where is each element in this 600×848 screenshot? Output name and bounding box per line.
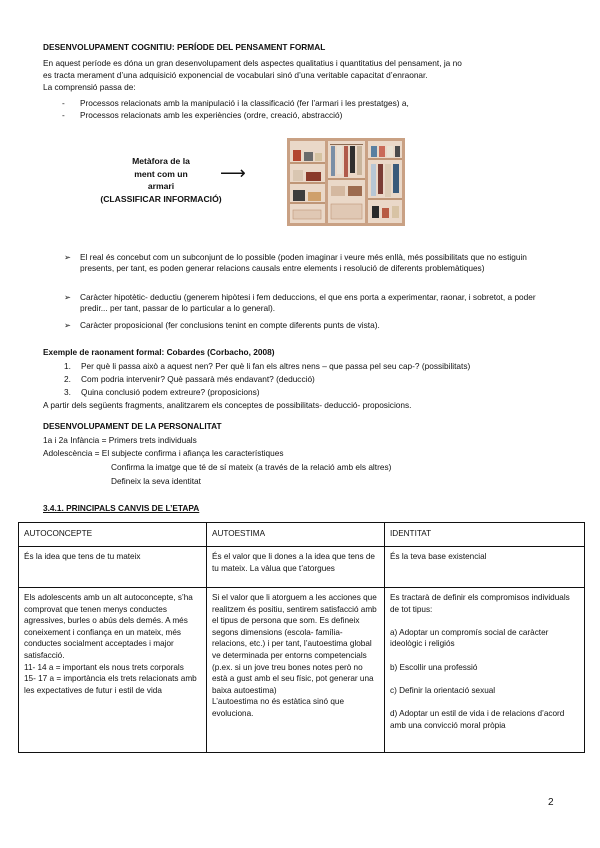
wardrobe-hanging-garment [393,164,399,193]
wardrobe-folded-clothes [293,170,303,181]
cell-text: Si el valor que li atorguem a les acciones que realitzem és positiu, sentirem satisfacció amb el tipus de persona que som. Es defineix segons dimensions (escola- família- relacions, etc.) i per tant, l’autoestima global ve determinada per entorns competencials (p.ex. si un jove treu bones notes però no està a gust amb el seu físic, pot generar una baixa autoestima) L’autoestima no és estàtica sinó que evoluciona. [212,593,377,718]
figure-caption-line: (CLASSIFICAR INFORMACIÓ) [100,193,222,204]
wardrobe-hanging-garment [344,146,348,177]
dash-glyph: - [62,110,65,120]
wardrobe-shoes [382,208,389,218]
item-number: 1. [64,361,71,371]
arrow-bullet-icon: ➢ [64,252,71,262]
wardrobe-bag [308,192,321,201]
wardrobe-shelf [328,178,365,180]
arrow-bullet-icon: ➢ [64,292,71,302]
wardrobe-shoes [392,206,399,218]
wardrobe-shoes [372,206,379,218]
wardrobe-bag [304,152,313,161]
wardrobe-hanging-garment [331,146,335,176]
cell-text: Es tractarà de definir els compromisos individuals de tot tipus: a) Adoptar un compromís social de caràcter ideològic i religiós b) Escollir una professió c) Definir la orientació sexual d) Adoptar un estil de vida i de relacions d’acord amb una convicció moral pròpia [390,593,570,730]
bullet-text: El real és concebut com un subconjunt de lo possible (poden imaginar i veure més enllà, més possibilitats que no estiguin presents, per tant, es poden generar relacions causals entre elements i resolució de diferents problemàtiques) [80,252,527,273]
definition-cell [385,547,585,588]
example-title: Exemple de raonament formal: Cobardes (Corbacho, 2008) [43,347,275,357]
wardrobe-bag [293,150,301,161]
wardrobe-shelf [290,202,325,204]
item-number: 2. [64,374,71,384]
wardrobe-hanging-garment [350,146,355,173]
header-cell-identitat: IDENTITAT [385,523,585,547]
bullet-item [64,292,564,314]
bullet-text: Caràcter proposicional (fer conclusions tenint en compte diferents punts de vista). [80,320,380,330]
wardrobe-bag [293,190,305,201]
table-header-row [19,523,585,547]
wardrobe-hanging-garment [379,146,385,157]
wardrobe-rail [330,144,363,145]
personality-line-4: Defineix la seva identitat [111,476,201,486]
wardrobe-box [348,186,362,196]
wardrobe-shelf [368,198,402,200]
wardrobe-shelf [290,162,325,164]
personality-line-3: Confirma la imatge que té de sí mateix (a través de la relació amb els altres) [111,462,392,472]
personality-line-2: Adolescència = El subjecte confirma i afiança les característiques [43,448,284,458]
item-text: Com podria intervenir? Què passarà més endavant? (deducció) [81,374,315,384]
wardrobe-hanging-garment [337,146,342,174]
wardrobe-hanging-garment [395,146,400,157]
bullet-item [64,320,564,331]
table-row [19,588,585,753]
wardrobe-illustration [287,138,405,226]
wardrobe-box [331,186,345,196]
cell-text: És la teva base existencial [390,552,487,561]
wardrobe-hanging-garment [385,164,391,197]
wardrobe-hanging-garment [371,164,376,196]
wardrobe-folded-clothes [306,172,321,181]
header-cell-autoconcepte: AUTOCONCEPTE [19,523,207,547]
cell-text: És el valor que li dones a la idea que tens de tu mateix. La vàlua que t’atorgues [212,552,378,573]
wardrobe-divider [365,141,368,223]
bullet-text: Caràcter hipotètic- deductiu (generem hipòtesi i fem deduccions, el que ens porta a experimentar, raonar, i sobretot, a poder predir... per tant, passar de lo particular a lo general). [80,292,536,313]
wardrobe-box [315,153,322,161]
wardrobe-hanging-garment [371,146,377,157]
figure-caption [96,155,226,205]
definition-cell [207,547,385,588]
definition-cell [19,547,207,588]
example-closing: A partir dels següents fragments, analitzarem els conceptes de possibilitats- deducció- proposicions. [43,400,412,410]
item-text: Quina conclusió podem extreure? (proposicions) [81,387,260,397]
figure-caption-line: ment com un [134,168,188,179]
section-341-title: 3.4.1. PRINCIPALS CANVIS DE L’ETAPA [43,503,200,513]
detail-cell [385,588,585,753]
wardrobe-shelf [290,182,325,184]
personality-line-1: 1a i 2a Infància = Primers trets individuals [43,435,197,445]
intro-line-3: La comprensió passa de: [43,82,136,92]
arrow-bullet-icon: ➢ [64,320,71,330]
item-text: Per què li passa això a aquest nen? Per què li fan els altres nens – que passa pel seu cap-? (possibilitats) [81,361,471,371]
bullet-item [64,252,564,286]
intro-line-1: En aquest període es dóna un gran desenvolupament dels aspectes qualitatius i quantitatius del pensament, ja no [43,58,462,68]
figure-caption-line: armari [147,181,175,191]
section-title-cognitive: DESENVOLUPAMENT COGNITIU: PERÍODE DEL PENSAMENT FORMAL [43,42,326,52]
header-cell-autoestima: AUTOESTIMA [207,523,385,547]
right-arrow-icon: ⟶ [220,163,246,183]
wardrobe-hanging-garment [387,146,393,157]
dash-item-text: Processos relacionats amb la manipulació i la classificació (fer l’armari i les prestatges) a, [80,98,409,108]
cell-text: És la idea que tens de tu mateix [24,552,141,561]
wardrobe-drawer [293,210,321,219]
intro-line-2: es tracta merament d’una adquisició exponencial de vocabulari sinó d’una veritable capacitat d’enraonar. [43,70,428,80]
detail-cell [19,588,207,753]
item-number: 3. [64,387,71,397]
changes-table [18,522,585,753]
table-row [19,547,585,588]
figure-caption-line: Metàfora de la [132,156,190,166]
page-number: 2 [548,797,554,808]
personality-title: DESENVOLUPAMENT DE LA PERSONALITAT [43,421,222,431]
wardrobe-divider [325,141,328,223]
wardrobe-shelf [368,158,402,160]
detail-cell [207,588,385,753]
wardrobe-hanging-garment [378,164,383,194]
wardrobe-hanging-garment [357,146,362,175]
cell-text: Els adolescents amb un alt autoconcepte, s’ha comprovat que tenen menys conductes agressives, burles o abús dels demés. A més coneixement i confiança en un mateix, més conductes socialment acceptades i major satisfacció. 11- 14 a = important els nous trets corporals 15- 17 a = importància els trets relacionats amb les expectatives de futur i estil de vida [24,593,197,695]
wardrobe-drawer [331,204,362,219]
dash-item-text: Processos relacionats amb les experiències (ordre, creació, abstracció) [80,110,343,120]
dash-glyph: - [62,98,65,108]
